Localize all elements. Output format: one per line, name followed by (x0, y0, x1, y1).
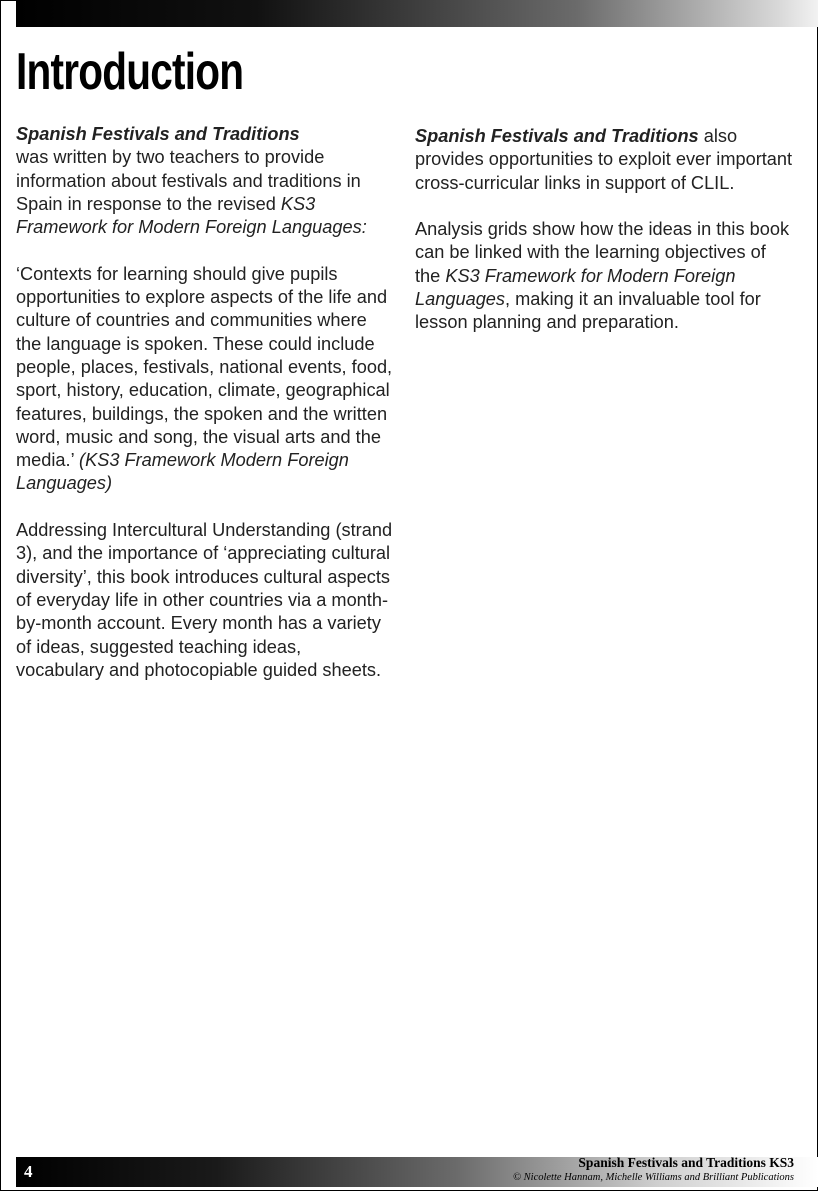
left-column (16, 123, 394, 705)
intro-text: was written by two teachers to provide information about festivals and traditions in Spain in response to the revised (16, 147, 361, 214)
intro-paragraph (16, 123, 394, 239)
footer-book-title: Spanish Festivals and Traditions KS3 (578, 1155, 794, 1170)
page-title: Introduction (16, 43, 244, 101)
header-gradient-bar (16, 0, 818, 27)
quote-paragraph (16, 263, 394, 496)
intercultural-paragraph (16, 519, 394, 682)
analysis-grids-paragraph (415, 218, 793, 334)
clil-text: also provides opportunities to exploit ever important cross-curricular links in support of CLIL. (415, 126, 793, 193)
book-title-emphasis: Spanish Festivals and Traditions (16, 124, 300, 144)
clil-paragraph (415, 125, 793, 195)
right-column (415, 125, 793, 358)
analysis-text-b: , making it an invaluable tool for lesson planning and preparation. (415, 289, 761, 333)
framework-quote: ‘Contexts for learning should give pupils opportunities to explore aspects of the life and culture of countries and communities where the language is spoken. These could include people, places, festivals, national events, food, sport, history, education, climate, geographical features, buildings, the spoken and the written word, music and song, the visual arts and the media.’ (16, 263, 393, 471)
intercultural-text: Addressing Intercultural Understanding (strand 3), and the importance of ‘appreciating cultural diversity’, this book introduces cultural aspects of everyday life in other countries via a month-by-month account. Every month has a variety of ideas, suggested teaching ideas, vocabulary and photocopiable guided sheets. (16, 520, 393, 680)
framework-reference: KS3 Framework for Modern Foreign Languages: (16, 193, 367, 238)
page-number: 4 (24, 1162, 33, 1181)
footer-copyright: © Nicolette Hannam, Michelle Williams and Brilliant Publications (513, 1172, 794, 1183)
quote-source: (KS3 Framework Modern Foreign Languages) (16, 450, 349, 494)
book-title-emphasis: Spanish Festivals and Traditions (415, 126, 699, 146)
analysis-text-a: Analysis grids show how the ideas in this book can be linked with the learning objectives of the (415, 219, 790, 286)
framework-reference: KS3 Framework for Modern Foreign Languages (415, 265, 736, 310)
